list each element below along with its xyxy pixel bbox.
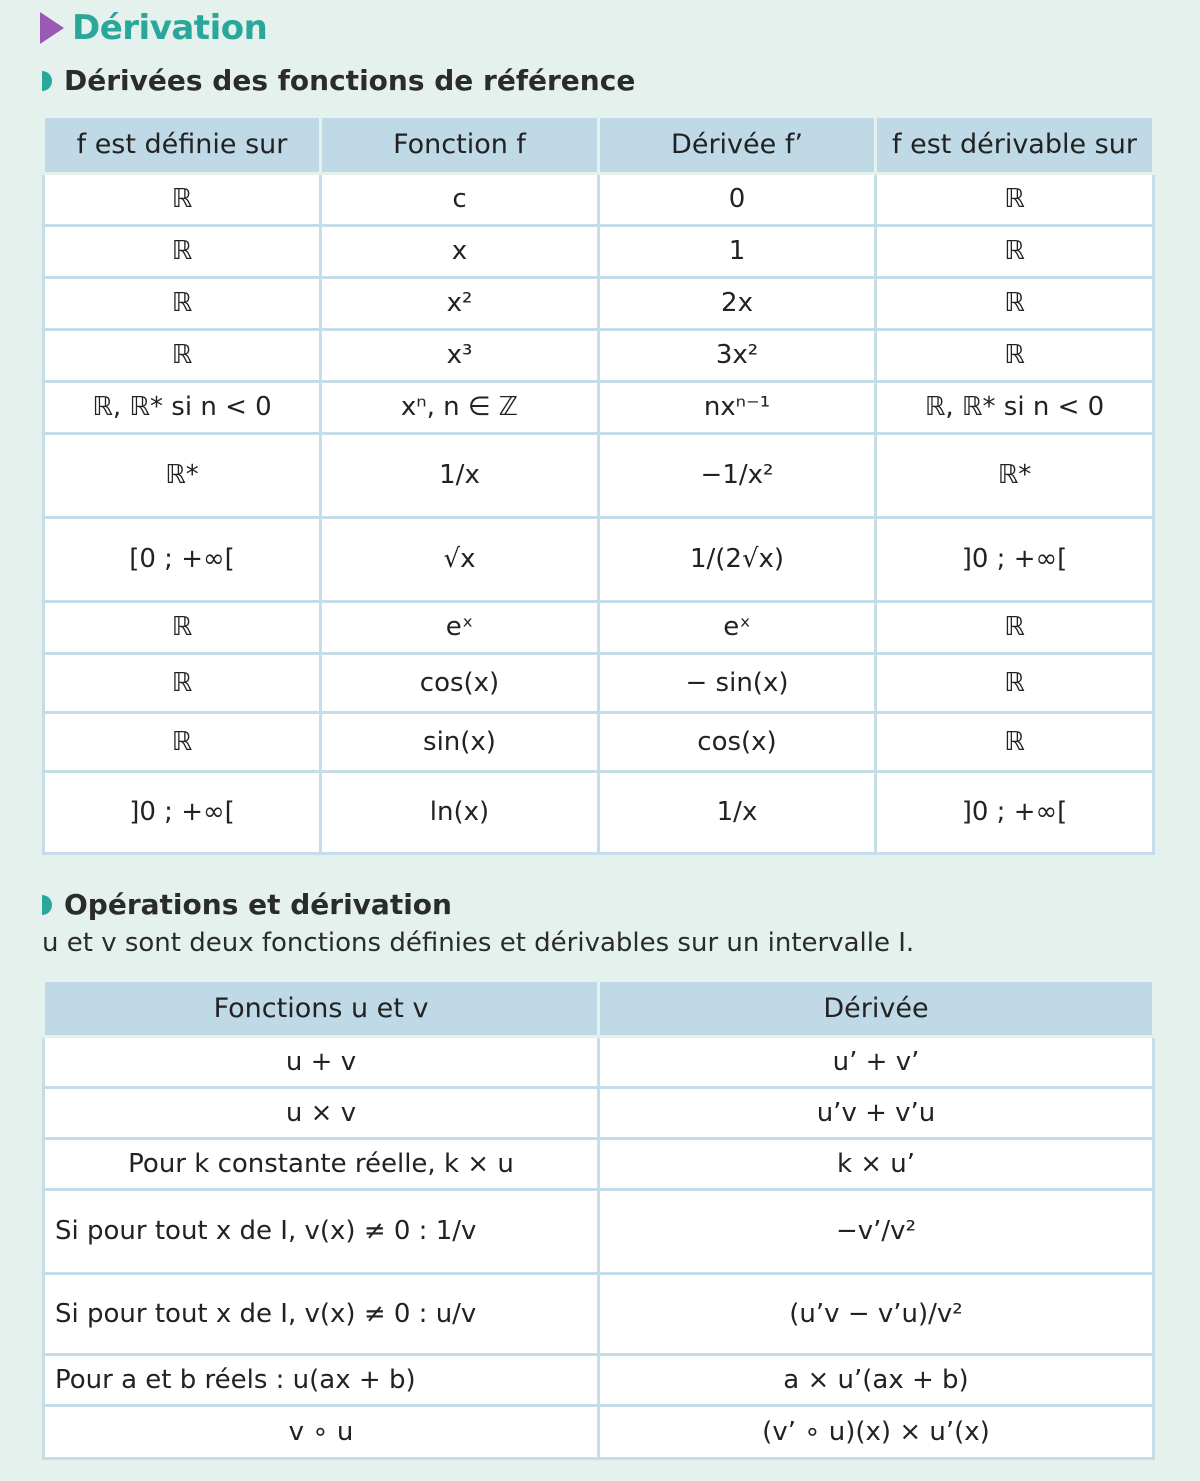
table-cell: x³ [321,329,599,381]
section-title-derivees: Dérivées des fonctions de référence [42,64,635,97]
table-cell: ℝ [44,712,321,771]
table-row [44,1354,1154,1405]
table-cell: c [321,173,599,225]
table-row [44,1138,1154,1189]
table-cell: (v’ ∘ u)(x) × u’(x) [599,1405,1154,1458]
table-cell: ℝ, ℝ* si n < 0 [876,381,1154,433]
table-cell: xⁿ, n ∈ ℤ [321,381,599,433]
table-row [44,1273,1154,1354]
table-cell: ℝ [44,277,321,329]
table-cell: 1/(2√x) [599,517,876,601]
table-cell: nxⁿ⁻¹ [599,381,876,433]
operations-table [42,982,1155,1460]
table-cell: eˣ [321,601,599,653]
table-cell: x [321,225,599,277]
table-cell: ]0 ; +∞[ [44,771,321,853]
table-cell: ℝ* [876,433,1154,517]
table-cell: v ∘ u [44,1405,599,1458]
table-cell: Si pour tout x de I, v(x) ≠ 0 : 1/v [44,1189,599,1273]
table-cell: ℝ [44,225,321,277]
header-derivative: Dérivée [599,982,1154,1036]
table-cell: ℝ [876,601,1154,653]
table-row [44,329,1154,381]
table-row [44,517,1154,601]
table-cell: √x [321,517,599,601]
table-cell: a × u’(ax + b) [599,1354,1154,1405]
play-triangle-icon [40,12,64,44]
section-intro: u et v sont deux fonctions définies et dérivables sur un intervalle I. [42,928,915,958]
table-row [44,1087,1154,1138]
table-cell: x² [321,277,599,329]
table-row [44,1036,1154,1087]
table-cell: −1/x² [599,433,876,517]
table-row [44,712,1154,771]
table-cell: Pour k constante réelle, k × u [44,1138,599,1189]
table-row [44,277,1154,329]
table-row [44,225,1154,277]
table-cell: ℝ [876,173,1154,225]
half-disc-icon [42,71,52,91]
table-cell: ℝ [44,653,321,712]
table-cell: − sin(x) [599,653,876,712]
table-cell: ℝ [876,712,1154,771]
table-cell: ]0 ; +∞[ [876,517,1154,601]
header-functions-u-v: Fonctions u et v [44,982,599,1036]
half-disc-icon [42,895,52,915]
table-cell: ℝ [44,329,321,381]
page-title: Dérivation [40,8,267,48]
table-cell: ℝ* [44,433,321,517]
table-cell: ]0 ; +∞[ [876,771,1154,853]
table-cell: 0 [599,173,876,225]
table-cell: ℝ [876,277,1154,329]
table-cell: 1/x [599,771,876,853]
table-cell: ℝ, ℝ* si n < 0 [44,381,321,433]
table-cell: Si pour tout x de I, v(x) ≠ 0 : u/v [44,1273,599,1354]
table-cell: ℝ [44,601,321,653]
table-cell: u × v [44,1087,599,1138]
table-cell: 1 [599,225,876,277]
table-cell: eˣ [599,601,876,653]
table-cell: −v’/v² [599,1189,1154,1273]
section-title-operations: Opérations et dérivation [42,888,452,921]
table-cell: 3x² [599,329,876,381]
table-row [44,653,1154,712]
header-defined-on: f est définie sur [44,118,321,173]
table-cell: ℝ [876,225,1154,277]
table-cell: u + v [44,1036,599,1087]
table-row [44,173,1154,225]
table-row [44,601,1154,653]
table-row [44,381,1154,433]
table-cell: u’ + v’ [599,1036,1154,1087]
table-row [44,1189,1154,1273]
table-cell: Pour a et b réels : u(ax + b) [44,1354,599,1405]
table-cell: cos(x) [599,712,876,771]
table-cell: ln(x) [321,771,599,853]
table-row [44,433,1154,517]
table-cell: sin(x) [321,712,599,771]
table-cell: (u’v − v’u)/v² [599,1273,1154,1354]
table-cell: 2x [599,277,876,329]
table-cell: 1/x [321,433,599,517]
table-row [44,1405,1154,1458]
table-cell: k × u’ [599,1138,1154,1189]
header-derivative: Dérivée f’ [599,118,876,173]
table-cell: [0 ; +∞[ [44,517,321,601]
table-cell: cos(x) [321,653,599,712]
table-cell: ℝ [876,653,1154,712]
table-cell: ℝ [876,329,1154,381]
table-cell: u’v + v’u [599,1087,1154,1138]
reference-derivatives-table [42,118,1155,855]
header-function: Fonction f [321,118,599,173]
table-cell: ℝ [44,173,321,225]
table-row [44,771,1154,853]
header-derivable-on: f est dérivable sur [876,118,1154,173]
